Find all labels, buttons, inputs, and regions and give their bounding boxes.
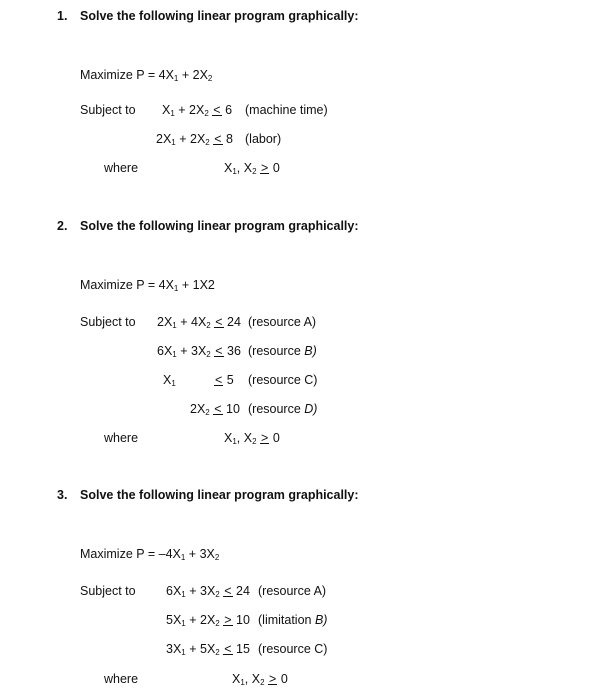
- constraint-resource-c-variable: $X_1$: [163, 373, 176, 388]
- constraint-note: (resource A): [258, 584, 327, 598]
- constraint-resource-b: $6X_1 + 3X_2 < 36$: [157, 344, 241, 359]
- constraint-note: (limitation B): [258, 613, 328, 627]
- problem-number: 3.: [57, 488, 68, 502]
- constraint-limitation-b: $5X_1 + 2X_2 > 10$: [166, 613, 250, 628]
- nonnegativity-constraint: $X_1$, $X_2 > 0$: [224, 161, 280, 176]
- constraint-resource-d: $2X_2 < 10$: [190, 402, 240, 417]
- where-label: where: [104, 431, 139, 445]
- constraint-resource-a: $2X_1 + 4X_2 < 24$: [157, 315, 241, 330]
- objective-function: Maximize $P = -4X_1 + 3X_2$: [80, 547, 220, 562]
- problem-heading: Solve the following linear program graphically:: [80, 488, 359, 502]
- constraint-resource-a: $6X_1 + 3X_2 < 24$: [166, 584, 250, 599]
- nonnegativity-constraint: $X_1$, $X_2 > 0$: [224, 431, 280, 446]
- subject-to-label: Subject to: [80, 584, 136, 598]
- constraint-labor: $2X_1 + 2X_2 < 8$: [156, 132, 233, 147]
- objective-function: Maximize $P = 4X_1 + 1X2$: [80, 278, 215, 293]
- constraint-note: (resource D): [248, 402, 318, 416]
- problem-number: 2.: [57, 219, 68, 233]
- constraint-machine-time: $X_1 + 2X_2 < 6$: [162, 103, 233, 118]
- constraint-note: (machine time): [245, 103, 328, 117]
- constraint-note: (labor): [245, 132, 282, 146]
- constraint-resource-c: $3X_1 + 5X_2 < 15$: [166, 642, 250, 657]
- nonnegativity-constraint: $X_1$, $X_2 > 0$: [232, 672, 288, 687]
- constraint-note: (resource A): [248, 315, 317, 329]
- where-label: where: [104, 672, 139, 686]
- problem-heading: Solve the following linear program graphically:: [80, 9, 359, 23]
- constraint-note: (resource B): [248, 344, 317, 358]
- constraint-note: (resource C): [248, 373, 318, 387]
- constraint-note: (resource C): [258, 642, 328, 656]
- subject-to-label: Subject to: [80, 315, 136, 329]
- subject-to-label: Subject to: [80, 103, 136, 117]
- constraint-resource-c-bound: < 5: [215, 373, 234, 387]
- where-label: where: [104, 161, 139, 175]
- problem-number: 1.: [57, 9, 68, 23]
- objective-function: Maximize $P = 4X_1 + 2X_2$: [80, 68, 213, 83]
- problem-heading: Solve the following linear program graphically:: [80, 219, 359, 233]
